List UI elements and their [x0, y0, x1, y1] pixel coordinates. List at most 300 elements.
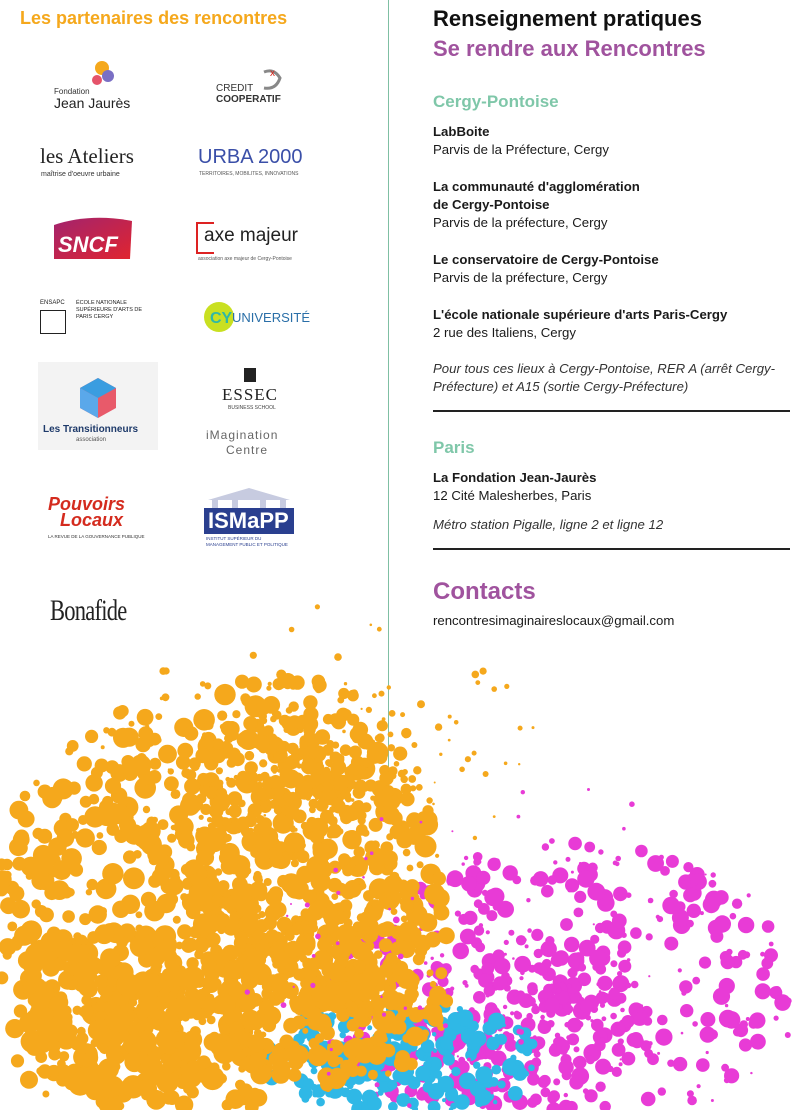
paint-droplet [133, 1030, 157, 1054]
paint-droplet [328, 824, 342, 838]
paint-droplet [253, 873, 263, 883]
paint-droplet [414, 882, 427, 895]
paint-droplet [320, 994, 328, 1002]
paint-droplet [272, 973, 285, 986]
paint-droplet [289, 627, 295, 633]
paint-droplet [333, 868, 338, 873]
paint-droplet [340, 1069, 358, 1087]
paint-droplet [157, 1010, 163, 1016]
paint-droplet [579, 862, 582, 865]
paint-droplet [101, 923, 119, 941]
paint-droplet [515, 1038, 531, 1054]
paint-droplet [67, 915, 73, 921]
paint-droplet [390, 1093, 400, 1103]
paint-droplet [390, 824, 405, 839]
paint-droplet [368, 1070, 378, 1080]
logo-essec [214, 368, 286, 416]
paint-droplet [283, 839, 304, 860]
paint-droplet [123, 850, 136, 863]
paint-droplet [610, 960, 617, 967]
paint-droplet [12, 857, 26, 871]
paint-droplet [354, 1007, 369, 1022]
paint-droplet [356, 1066, 367, 1077]
paint-droplet [272, 702, 280, 710]
paint-droplet [518, 726, 523, 731]
paint-droplet [366, 905, 374, 913]
paint-droplet [67, 958, 76, 967]
paint-droplet [196, 946, 204, 954]
paint-droplet [145, 1018, 155, 1028]
paint-droplet [265, 929, 279, 943]
paint-droplet [148, 973, 160, 985]
paint-droplet [158, 972, 180, 994]
paint-droplet [274, 806, 283, 815]
paint-droplet [403, 1030, 409, 1036]
paint-droplet [241, 1041, 260, 1060]
paint-droplet [77, 1027, 86, 1036]
paint-droplet [370, 624, 373, 627]
paint-droplet [241, 827, 251, 837]
paint-droplet [303, 930, 312, 939]
paint-droplet [381, 1036, 388, 1043]
paint-droplet [685, 874, 699, 888]
paint-droplet [480, 668, 487, 675]
cy-text: UNIVERSITÉ [232, 310, 311, 325]
transitionneurs-hexagon-icon [78, 376, 118, 420]
paint-droplet [477, 994, 482, 999]
paint-droplet [176, 755, 191, 770]
paint-droplet [433, 1070, 442, 1079]
paint-droplet [138, 990, 159, 1011]
paint-droplet [567, 1018, 582, 1033]
paint-droplet [528, 1039, 541, 1052]
paint-droplet [283, 1039, 294, 1050]
paint-droplet [397, 1069, 413, 1085]
paint-droplet [1, 859, 13, 871]
paint-droplet [162, 968, 174, 980]
paint-droplet [320, 783, 342, 805]
paint-droplet [259, 911, 266, 918]
paint-droplet [420, 821, 423, 824]
paint-droplet [486, 1037, 499, 1050]
paint-droplet [316, 951, 330, 965]
paint-droplet [472, 1046, 486, 1060]
paint-droplet [159, 1012, 180, 1033]
paint-droplet [705, 874, 707, 876]
paint-droplet [481, 963, 494, 976]
paint-droplet [519, 976, 523, 980]
paint-droplet [196, 802, 203, 809]
paint-droplet [159, 1024, 173, 1038]
paint-droplet [74, 968, 82, 976]
paint-droplet [465, 1049, 477, 1061]
paint-droplet [364, 857, 367, 860]
paint-droplet [428, 1083, 445, 1100]
paint-droplet [182, 1068, 201, 1087]
paint-droplet [133, 850, 142, 859]
paint-droplet [483, 771, 489, 777]
paint-droplet [342, 791, 351, 800]
paint-droplet [483, 1077, 494, 1088]
paint-droplet [134, 972, 156, 994]
paint-droplet [527, 982, 538, 993]
paint-droplet [241, 1056, 256, 1071]
paint-droplet [487, 858, 500, 871]
paint-droplet [452, 1041, 459, 1048]
paint-droplet [370, 748, 384, 762]
paint-droplet [136, 1072, 157, 1093]
paint-droplet [260, 1032, 266, 1038]
paint-droplet [478, 1043, 494, 1059]
paint-droplet [347, 774, 355, 782]
paint-droplet [512, 1094, 528, 1110]
paint-droplet [127, 1051, 139, 1063]
paint-droplet [672, 909, 689, 926]
paint-droplet [250, 928, 257, 935]
paint-droplet [223, 836, 230, 843]
paint-droplet [336, 797, 342, 803]
practical-subtitle: Se rendre aux Rencontres [433, 36, 706, 61]
paint-droplet [518, 763, 520, 765]
paint-droplet [350, 1000, 356, 1006]
paint-droplet [135, 737, 150, 752]
paint-droplet [286, 707, 293, 714]
paint-droplet [168, 1070, 181, 1083]
paint-droplet [380, 841, 393, 854]
paint-droplet [248, 723, 254, 729]
ateliers-main: les Ateliers [40, 144, 134, 168]
paint-droplet [275, 841, 287, 853]
paint-droplet [573, 1056, 586, 1069]
paint-droplet [546, 985, 549, 988]
paint-droplet [225, 735, 233, 743]
paint-droplet [448, 739, 451, 742]
paint-droplet [246, 937, 259, 950]
paint-droplet [298, 790, 307, 799]
paint-droplet [215, 868, 223, 876]
paint-droplet [250, 780, 255, 785]
paint-droplet [371, 996, 385, 1010]
paint-droplet [679, 980, 692, 993]
paint-droplet [564, 1004, 574, 1014]
contact-email-link[interactable]: rencontresimaginaireslocaux@gmail.com [433, 613, 675, 628]
paint-droplet [311, 982, 327, 998]
paint-droplet [246, 1012, 265, 1031]
paint-droplet [197, 1055, 210, 1068]
paint-droplet [102, 977, 124, 999]
paint-droplet [271, 977, 290, 996]
paint-droplet [107, 1029, 118, 1040]
paint-droplet [281, 769, 300, 788]
paint-droplet [733, 1028, 742, 1037]
paint-droplet [626, 983, 632, 989]
paint-droplet [312, 675, 326, 689]
paint-droplet [181, 864, 192, 875]
paint-droplet [169, 1017, 181, 1029]
paint-droplet [581, 975, 590, 984]
paint-droplet [431, 1049, 446, 1064]
paint-droplet [153, 993, 170, 1010]
paint-droplet [18, 951, 36, 969]
paint-droplet [303, 723, 316, 736]
paint-droplet [445, 1088, 458, 1101]
paint-droplet [362, 876, 365, 879]
paint-droplet [390, 964, 401, 975]
paint-droplet [379, 771, 393, 785]
paint-droplet [457, 1006, 463, 1012]
paint-droplet [473, 1062, 480, 1069]
paint-droplet [137, 1038, 153, 1054]
paint-droplet [278, 1065, 290, 1077]
paint-droplet [354, 864, 367, 877]
paint-droplet [749, 1012, 765, 1028]
paint-droplet [13, 980, 33, 1000]
paint-droplet [110, 1061, 120, 1071]
paint-droplet [129, 900, 138, 909]
paint-droplet [108, 994, 123, 1009]
paint-droplet [293, 853, 295, 855]
paint-droplet [447, 1039, 461, 1053]
paint-droplet [122, 937, 129, 944]
paint-droplet [328, 861, 341, 874]
paint-droplet [424, 1047, 440, 1063]
paint-droplet [85, 1081, 104, 1100]
paint-droplet [239, 915, 259, 935]
paint-droplet [325, 784, 333, 792]
paint-droplet [498, 1080, 506, 1088]
paint-droplet [153, 947, 160, 954]
paint-droplet [122, 761, 139, 778]
paint-droplet [213, 1042, 235, 1064]
paint-droplet [400, 900, 413, 913]
paint-droplet [285, 931, 295, 941]
paint-droplet [504, 940, 509, 945]
paint-droplet [181, 1061, 204, 1084]
pouvoirs-line1: Pouvoirs [48, 494, 126, 514]
paint-droplet [179, 1068, 192, 1081]
paint-droplet [398, 954, 404, 960]
paint-droplet [351, 756, 364, 769]
paint-droplet [553, 1036, 566, 1049]
paint-droplet [171, 1059, 188, 1076]
paint-droplet [417, 1087, 431, 1101]
paint-droplet [122, 1075, 145, 1098]
paint-droplet [385, 1041, 403, 1059]
paint-droplet [290, 792, 296, 798]
paint-droplet [247, 811, 253, 817]
paint-droplet [454, 1094, 469, 1109]
paint-droplet [316, 1054, 325, 1063]
paint-droplet [513, 990, 520, 997]
paint-droplet [282, 974, 289, 981]
paint-droplet [344, 767, 350, 773]
paint-droplet [595, 964, 606, 975]
paint-droplet [338, 982, 351, 995]
paint-droplet [137, 753, 147, 763]
paint-droplet [432, 1057, 437, 1062]
paint-droplet [113, 1013, 123, 1023]
paint-droplet [68, 938, 81, 951]
paint-droplet [391, 1054, 404, 1067]
paint-droplet [264, 736, 285, 757]
paint-droplet [315, 733, 322, 740]
paint-droplet [39, 908, 54, 923]
paint-droplet [84, 1008, 93, 1017]
paint-droplet [96, 1001, 112, 1017]
paint-droplet [86, 1006, 95, 1015]
paint-droplet [218, 743, 234, 759]
paint-droplet [361, 926, 378, 943]
paint-droplet [216, 999, 232, 1015]
paint-droplet [338, 853, 350, 865]
paint-droplet [358, 999, 372, 1013]
paint-droplet [371, 1041, 389, 1059]
paint-droplet [89, 905, 107, 923]
paint-droplet [369, 1001, 381, 1013]
paint-droplet [493, 976, 507, 990]
paint-droplet [402, 769, 408, 775]
paint-droplet [245, 751, 255, 761]
paint-droplet [333, 1055, 340, 1062]
paint-droplet [263, 725, 274, 736]
paint-droplet [233, 947, 242, 956]
paint-droplet [461, 932, 469, 940]
paint-droplet [204, 738, 215, 749]
paint-droplet [453, 1077, 463, 1087]
paint-droplet [238, 1065, 245, 1072]
paint-droplet [359, 883, 366, 890]
paint-droplet [330, 1064, 340, 1074]
paint-droplet [455, 1075, 472, 1092]
paint-droplet [608, 988, 620, 1000]
paint-droplet [179, 1060, 196, 1077]
paint-droplet [453, 1097, 458, 1102]
paint-droplet [374, 1005, 384, 1015]
paint-droplet [595, 1082, 605, 1092]
paint-droplet [256, 1059, 273, 1076]
paint-droplet [551, 984, 561, 994]
paint-droplet [210, 978, 221, 989]
paint-droplet [232, 877, 248, 893]
paint-droplet [271, 779, 283, 791]
paint-droplet [339, 942, 357, 960]
paint-droplet [208, 826, 217, 835]
paint-droplet [467, 882, 483, 898]
paint-droplet [173, 916, 181, 924]
paint-droplet [596, 982, 600, 986]
paint-droplet [222, 1099, 233, 1110]
paint-droplet [224, 721, 239, 736]
paint-droplet [149, 972, 165, 988]
paint-droplet [553, 975, 569, 991]
paint-droplet [375, 1047, 382, 1054]
paint-droplet [58, 1013, 71, 1026]
paint-droplet [439, 1003, 449, 1013]
paint-droplet [251, 787, 270, 806]
paint-droplet [279, 753, 287, 761]
paint-droplet [345, 990, 359, 1004]
paint-droplet [317, 987, 336, 1006]
paint-droplet [286, 915, 288, 917]
paint-droplet [190, 863, 206, 879]
paint-droplet [321, 900, 334, 913]
paint-droplet [410, 1037, 416, 1043]
paint-droplet [436, 1060, 444, 1068]
paint-droplet [80, 980, 98, 998]
paint-droplet [234, 935, 251, 952]
paint-droplet [416, 1022, 428, 1034]
paint-droplet [304, 947, 313, 956]
paint-droplet [222, 996, 237, 1011]
paint-droplet [695, 883, 697, 885]
paint-droplet [273, 786, 284, 797]
paint-droplet [163, 1094, 174, 1105]
paint-droplet [111, 787, 127, 803]
paint-droplet [264, 814, 267, 817]
paint-droplet [566, 857, 571, 862]
paint-droplet [465, 865, 481, 881]
paint-droplet [400, 1015, 413, 1028]
paint-droplet [204, 682, 211, 689]
paint-droplet [341, 1088, 351, 1098]
paint-droplet [367, 920, 379, 932]
paint-droplet [245, 989, 250, 994]
paint-droplet [184, 726, 198, 740]
paint-droplet [312, 995, 327, 1010]
paint-droplet [207, 916, 214, 923]
paint-droplet [568, 837, 582, 851]
paint-droplet [312, 997, 328, 1013]
paint-droplet [527, 928, 532, 933]
paint-droplet [247, 752, 251, 756]
paint-droplet [485, 1092, 494, 1101]
paint-droplet [169, 869, 180, 880]
paint-droplet [569, 1018, 578, 1027]
paint-droplet [135, 1054, 155, 1074]
paint-droplet [346, 779, 356, 789]
paint-droplet [274, 711, 278, 715]
paint-droplet [193, 1058, 213, 1078]
paint-droplet [556, 988, 562, 994]
paint-droplet [40, 1007, 54, 1021]
paint-droplet [344, 682, 347, 685]
paint-droplet [384, 1084, 398, 1098]
paint-droplet [738, 917, 754, 933]
paint-droplet [55, 940, 76, 961]
paint-droplet [219, 896, 225, 902]
paint-droplet [237, 882, 248, 893]
paint-droplet [341, 709, 352, 720]
paint-droplet [379, 964, 393, 978]
paint-droplet [319, 774, 324, 779]
paint-droplet [259, 997, 270, 1008]
paint-droplet [380, 957, 396, 973]
paint-droplet [331, 797, 342, 808]
paint-droplet [282, 982, 299, 999]
paint-droplet [189, 757, 201, 769]
paint-droplet [391, 1027, 398, 1034]
paint-droplet [103, 1026, 123, 1046]
paint-droplet [419, 927, 423, 931]
paint-droplet [115, 962, 126, 973]
paint-droplet [342, 1058, 357, 1073]
paint-droplet [358, 1038, 378, 1058]
paint-droplet [218, 880, 230, 892]
paint-droplet [375, 735, 382, 742]
paint-droplet [533, 871, 549, 887]
paint-droplet [326, 903, 331, 908]
paint-droplet [382, 1013, 386, 1017]
